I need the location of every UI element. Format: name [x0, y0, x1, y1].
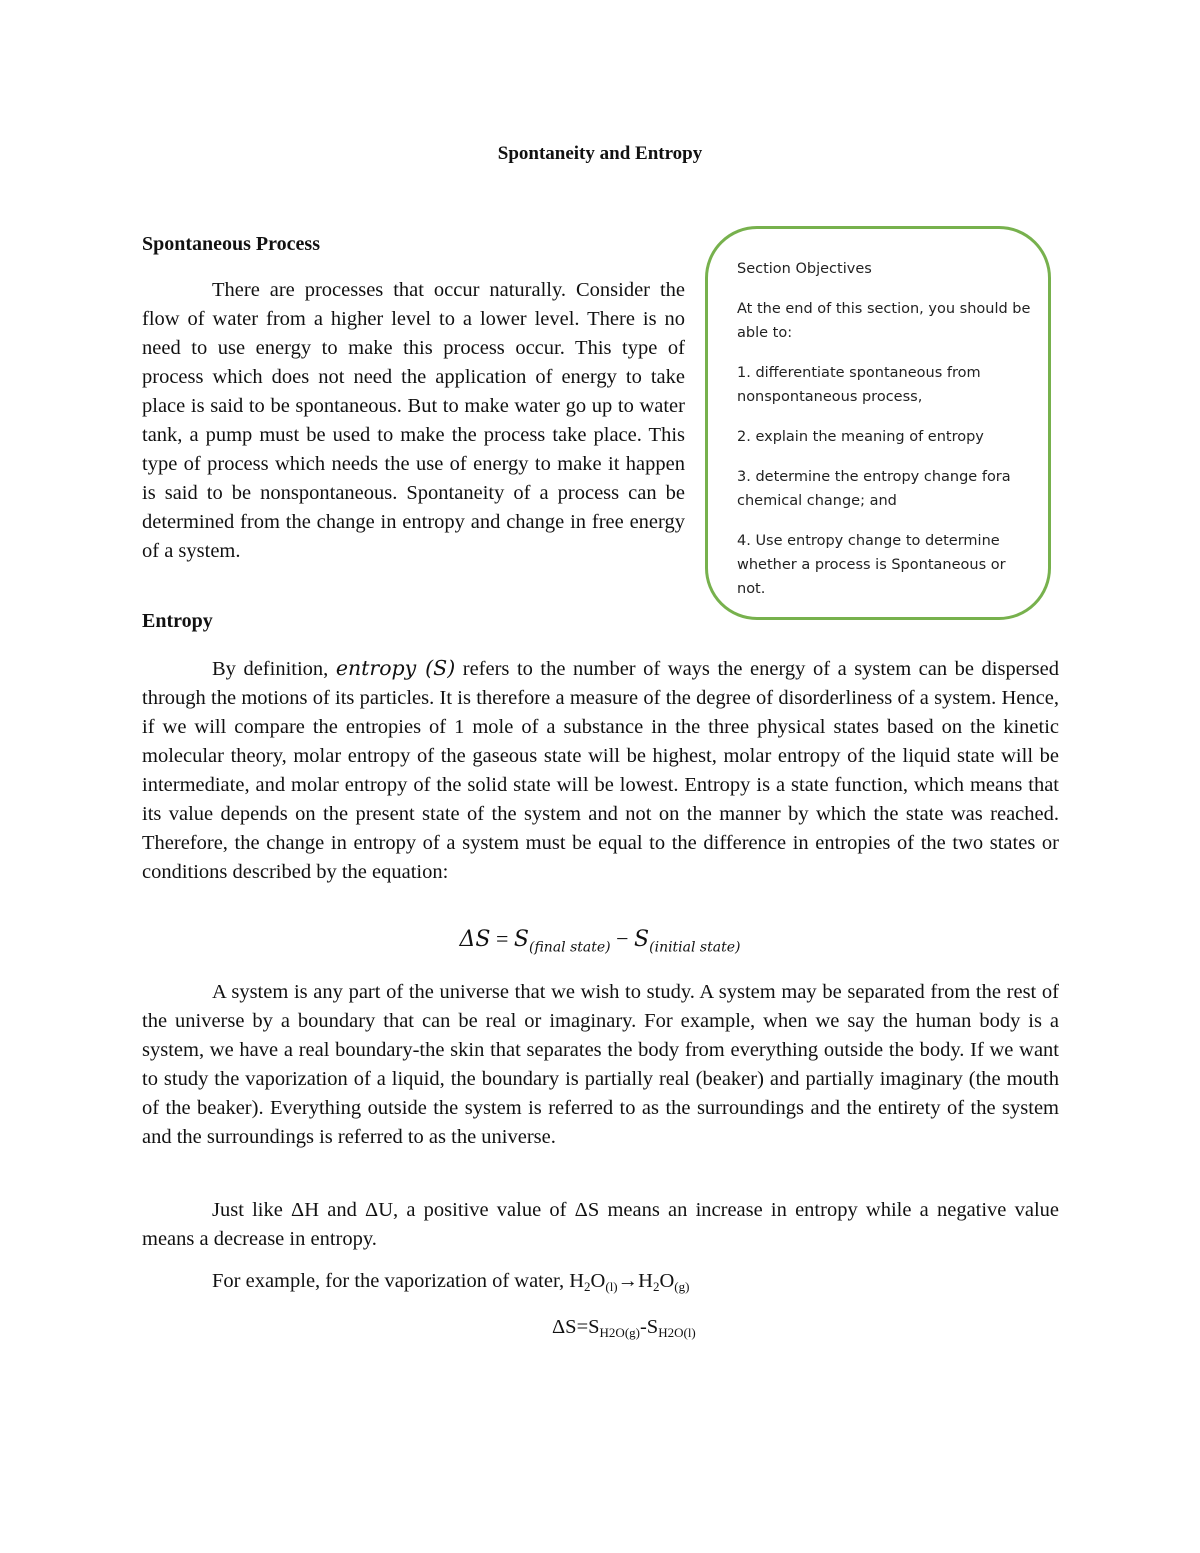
vaporization-text: For example, for the vaporization of water,	[212, 1270, 570, 1292]
section-objectives-box	[705, 226, 1051, 620]
objective-item-3: 3. determine the entropy change fora chemical change; and	[737, 469, 1011, 509]
objective-item-4: 4. Use entropy change to determine whether a process is Spontaneous or not.	[737, 533, 1006, 597]
vaporization-example-line	[212, 1270, 689, 1295]
page-title: Spontaneity and Entropy	[497, 143, 703, 164]
delta-s-sub-gas: H2O(g)	[599, 1325, 640, 1340]
eq-s-initial: S	[634, 927, 650, 952]
delta-s-sub-liquid: H2O(l)	[658, 1325, 696, 1340]
entropy-term: entropy (S)	[335, 656, 456, 680]
delta-s-sign-paragraph: Just like ΔH and ΔU, a positive value of ΔS means an increase in entropy while a negative value means a decrease in entropy.	[142, 1199, 1059, 1250]
formula-o-1: O	[590, 1270, 606, 1292]
eq-s-final: S	[513, 927, 529, 952]
definition-body: refers to the number of ways the energy of a system can be dispersed through the motions of its particles. It is therefore a measure of the degree of disorderliness of a system. Hence, if we will compare the entropies of 1 mole of a substance in the three physical states based on the kinetic molecular theory, molar entropy of the gaseous state will be highest, molar entropy of the liquid state will be intermediate, and molar entropy of the solid state will be lowest. Entropy is a state function, which means that its value depends on the present state of the system and not on the manner by which the state was reached. Therefore, the change in entropy of a system must be equal to the difference in entropies of the two states or conditions described by the equation:	[142, 658, 1059, 883]
eq-sub-final: (final state)	[529, 939, 611, 956]
definition-lead: By definition,	[212, 658, 336, 680]
delta-s-mid: -S	[639, 1316, 659, 1338]
objectives-title: Section Objectives	[737, 261, 872, 277]
formula-o-2: O	[659, 1270, 675, 1292]
system-definition-paragraph: A system is any part of the universe that we wish to study. A system may be separated from the rest of the universe by a boundary that can be real or imaginary. For example, when we say the human body is a system, we have a real boundary-the skin that separates the body from everything outside the body. If we want to study the vaporization of a liquid, the boundary is partially real (beaker) and partially imaginary (the mouth of the beaker). Everything outside the system is referred to as the surroundings and the entirety of the system and the surroundings is referred to as the universe.	[142, 981, 1059, 1148]
entropy-change-equation	[0, 926, 1200, 955]
eq-sub-initial: (initial state)	[649, 939, 741, 956]
formula-sub-2a: 2	[584, 1279, 591, 1294]
formula-h-1: H	[569, 1270, 585, 1292]
reaction-arrow: →	[617, 1270, 639, 1292]
section-heading-entropy: Entropy	[142, 610, 213, 632]
objectives-intro: At the end of this section, you should be able to:	[737, 301, 1031, 341]
eq-minus: −	[616, 926, 629, 951]
formula-sub-2b: 2	[652, 1279, 660, 1294]
delta-s-lhs: ΔS=S	[552, 1316, 600, 1338]
section-heading-spontaneous-process: Spontaneous Process	[142, 233, 320, 255]
formula-h-2: H	[638, 1270, 653, 1292]
vaporization-delta-s-equation	[552, 1316, 696, 1341]
objective-item-2: 2. explain the meaning of entropy	[737, 429, 984, 445]
entropy-definition-paragraph	[142, 654, 1059, 887]
spontaneous-process-paragraph: There are processes that occur naturally. Consider the flow of water from a higher level to a lower level. There is no need to use energy to make this process occur. This type of process which does not need the application of energy to take place is said to be spontaneous. But to make water go up to water tank, a pump must be used to make the process take place. This type of process which needs the use of energy to make it happen is said to be nonspontaneous. Spontaneity of a process can be determined from the change in entropy and change in free energy of a system.	[142, 279, 685, 562]
formula-sub-liquid: (l)	[605, 1279, 618, 1294]
eq-equals: =	[496, 926, 509, 951]
formula-sub-gas: (g)	[674, 1279, 690, 1294]
eq-delta-s: ΔS	[459, 927, 491, 952]
objective-item-1: 1. differentiate spontaneous from nonspontaneous process,	[737, 365, 981, 405]
